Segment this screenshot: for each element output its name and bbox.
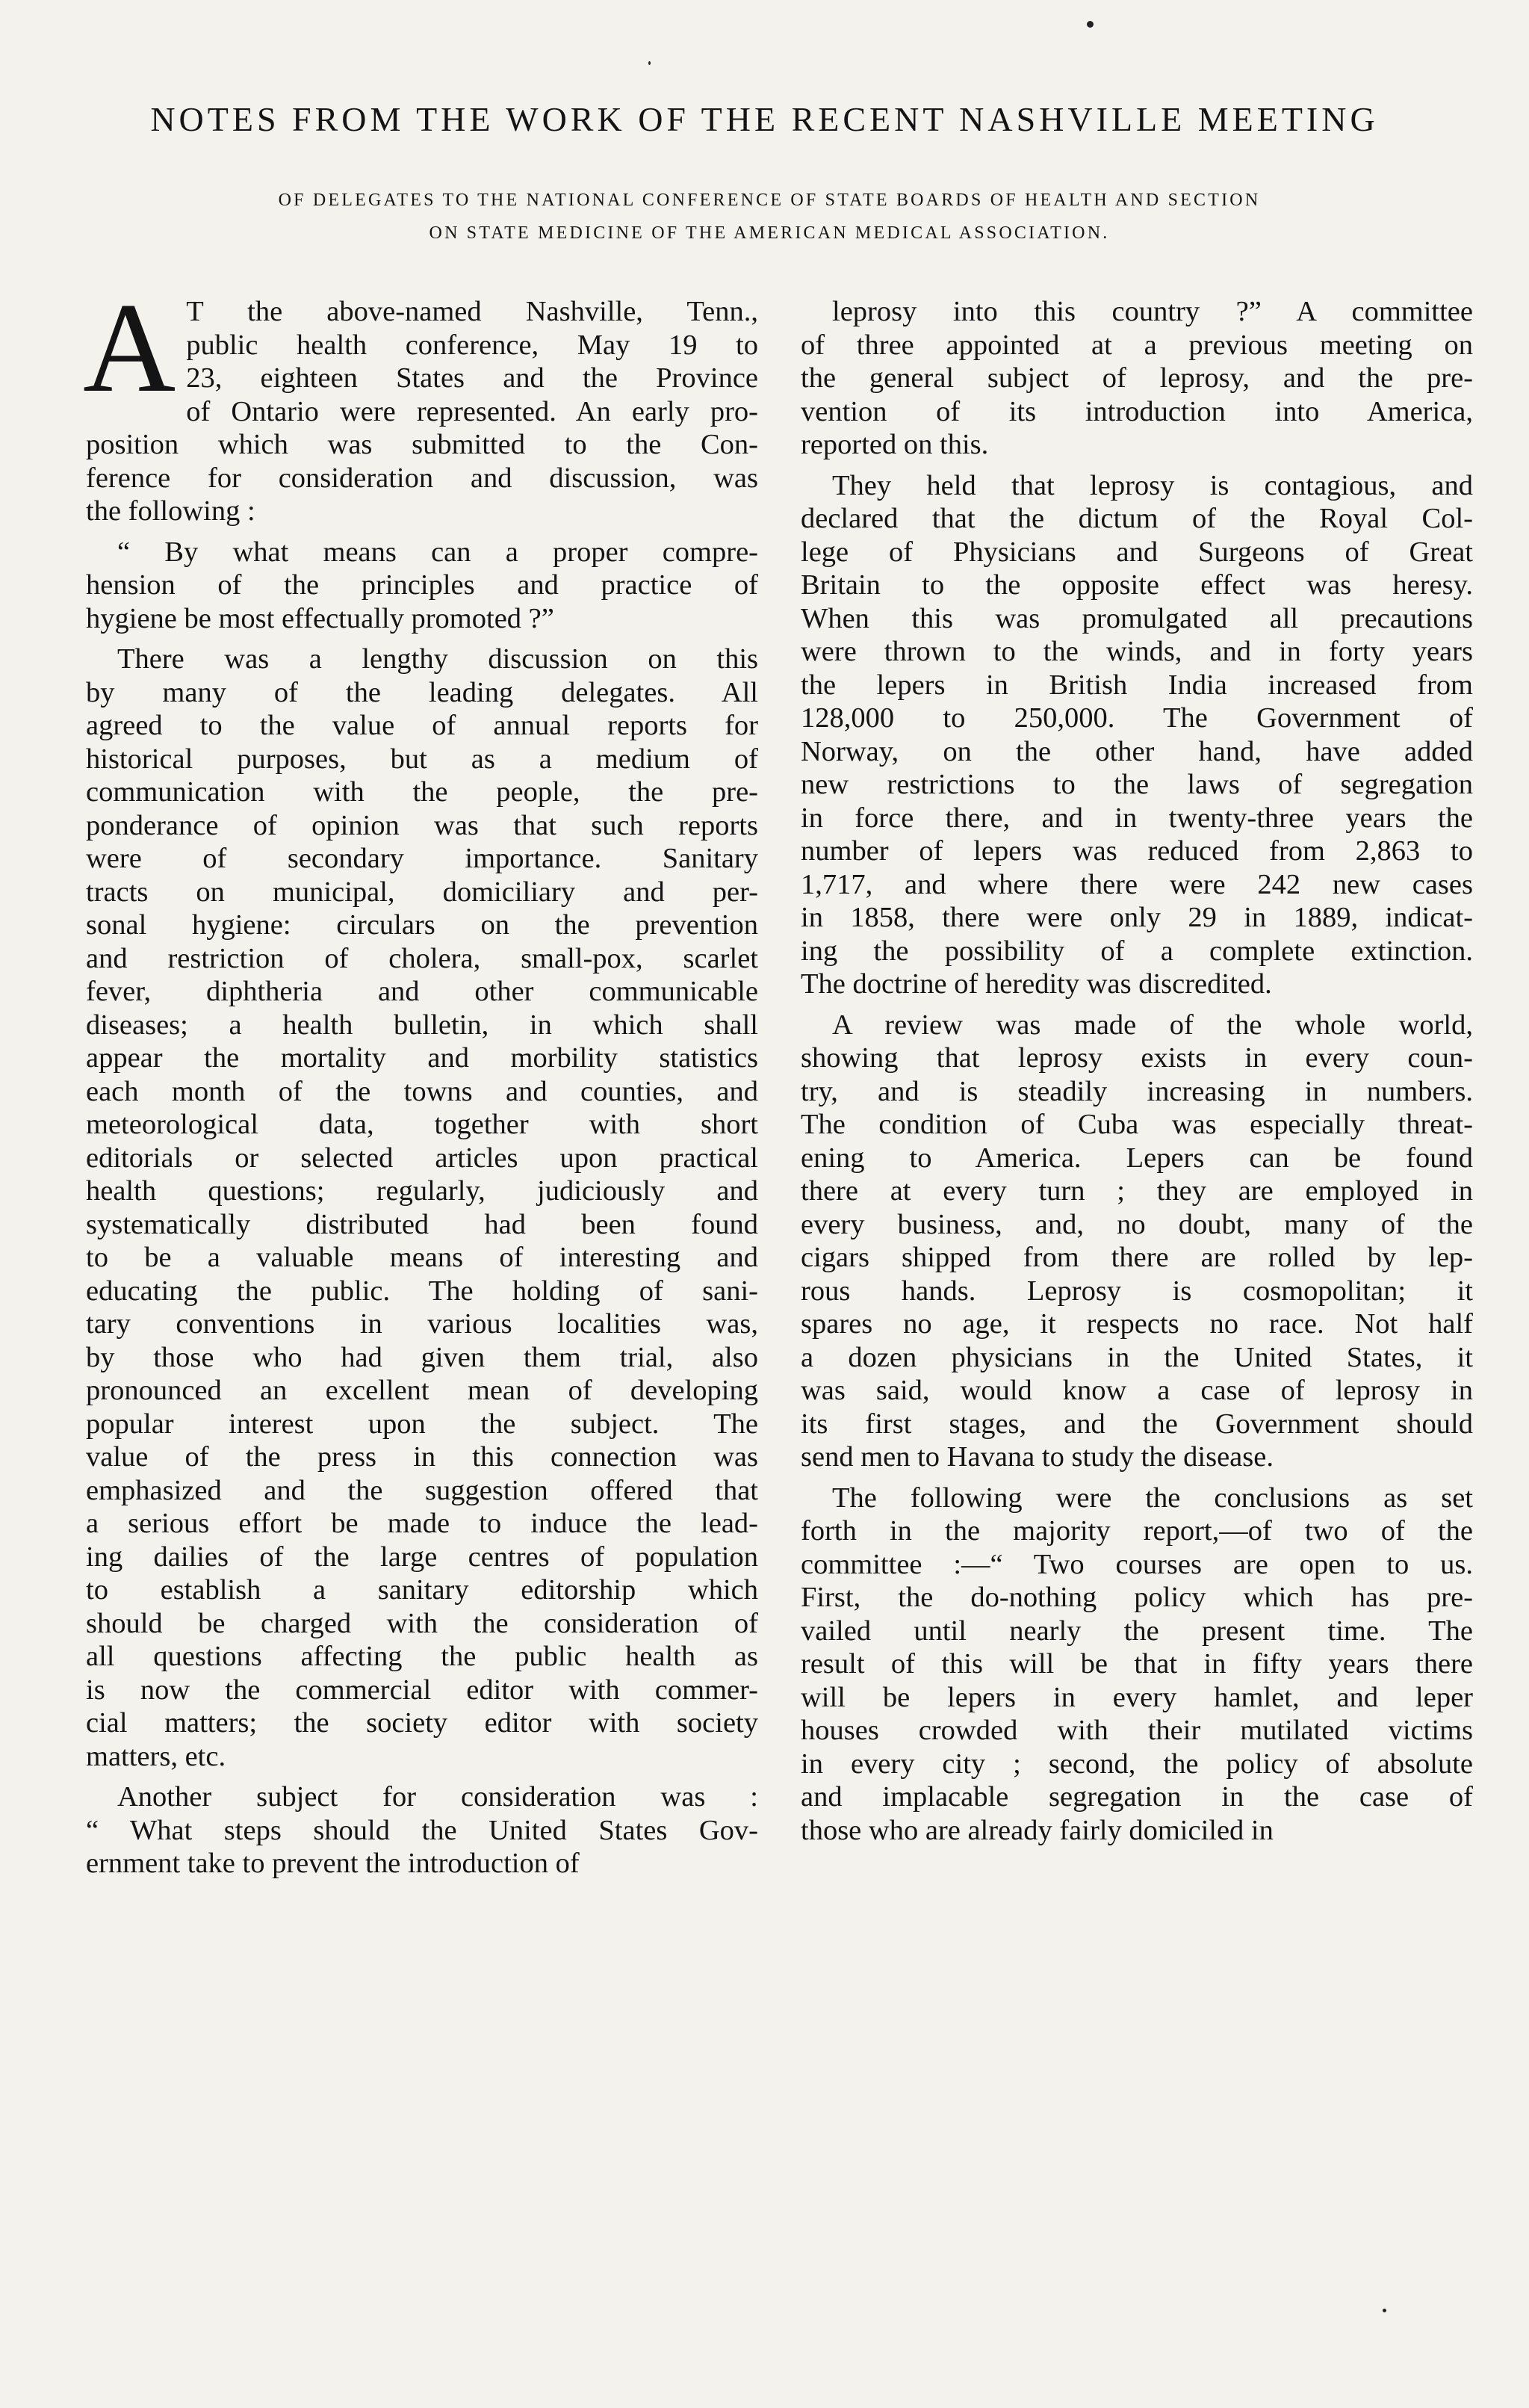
text-line: result of this will be that in fifty years there — [801, 1648, 1473, 1680]
text-line: in every city ; second, the policy of absolute — [801, 1748, 1473, 1780]
text-line: ernment take to prevent the introduction of — [86, 1848, 580, 1879]
text-line: Britain to the opposite effect was heresy. — [801, 569, 1473, 601]
text-line: fever, diphtheria and other communicable — [86, 976, 758, 1007]
text-line: tary conventions in various localities was, — [86, 1308, 758, 1340]
text-line: number of lepers was reduced from 2,863 to — [801, 835, 1473, 867]
text-line: Another subject for consideration was : — [117, 1781, 758, 1813]
text-line: systematically distributed had been found — [86, 1208, 758, 1240]
text-line: lege of Physicians and Surgeons of Great — [801, 536, 1473, 568]
text-line: should be charged with the consideration of — [86, 1607, 758, 1639]
text-line: A review was made of the whole world, — [832, 1009, 1473, 1041]
text-line: public health conference, May 19 to — [186, 329, 758, 361]
paragraph — [83, 277, 758, 528]
text-line: is now the commercial editor with commer- — [86, 1674, 758, 1706]
text-line: to establish a sanitary editorship which — [86, 1574, 758, 1606]
text-line: “ What steps should the United States Gov- — [86, 1814, 758, 1846]
text-line: Norway, on the other hand, have added — [801, 735, 1473, 767]
text-line: were thrown to the winds, and in forty years — [801, 636, 1473, 667]
ink-speck — [1087, 21, 1094, 28]
text-line: value of the press in this connection was — [86, 1441, 758, 1473]
text-line: all questions affecting the public health as — [86, 1641, 758, 1672]
text-line: educating the public. The holding of sani- — [86, 1275, 758, 1307]
text-line: forth in the majority report,—of two of the — [801, 1515, 1473, 1547]
text-line: in 1858, there were only 29 in 1889, indicat- — [801, 902, 1473, 933]
right-column — [801, 295, 1473, 1854]
text-line: will be lepers in every hamlet, and leper — [801, 1681, 1473, 1713]
text-line: health questions; regularly, judiciously and — [86, 1175, 758, 1207]
text-line: and implacable segregation in the case of — [801, 1781, 1473, 1813]
text-line: 23, eighteen States and the Province — [186, 362, 758, 394]
text-line: position which was submitted to the Con- — [86, 429, 758, 460]
text-line: The condition of Cuba was especially threat- — [801, 1109, 1473, 1140]
subtitle-line: ON STATE MEDICINE OF THE AMERICAN MEDICAL ASSOCIATION. — [429, 223, 1110, 243]
text-line: historical purposes, but as a medium of — [86, 743, 758, 775]
paragraph — [86, 643, 758, 1773]
text-line: those who are already fairly domiciled in — [801, 1814, 1274, 1846]
text-line: vailed until nearly the present time. The — [801, 1615, 1473, 1647]
subtitle-line: OF DELEGATES TO THE NATIONAL CONFERENCE OF STATE BOARDS OF HEALTH AND SECTION — [278, 191, 1261, 210]
ink-speck — [648, 61, 651, 65]
text-line: The following were the conclusions as set — [832, 1482, 1473, 1514]
text-line: cial matters; the society editor with society — [86, 1707, 758, 1739]
text-line: to be a valuable means of interesting and — [86, 1242, 758, 1273]
text-line: agreed to the value of annual reports for — [86, 710, 758, 741]
article-subtitle — [67, 184, 1471, 250]
text-line: by those who had given them trial, also — [86, 1341, 758, 1373]
text-line: and restriction of cholera, small-pox, scarlet — [86, 942, 758, 974]
text-line: the lepers in British India increased from — [801, 669, 1473, 701]
text-line: cigars shipped from there are rolled by lep- — [801, 1242, 1473, 1273]
text-line: 128,000 to 250,000. The Government of — [801, 702, 1473, 734]
text-line: were of secondary importance. Sanitary — [86, 843, 758, 874]
text-line: appear the mortality and morbility statistics — [86, 1042, 758, 1074]
text-line: houses crowded with their mutilated victims — [801, 1715, 1473, 1746]
text-line: of Ontario were represented. An early pro- — [186, 395, 758, 427]
text-line: The doctrine of heredity was discredited. — [801, 968, 1272, 1000]
text-line: its first stages, and the Government should — [801, 1408, 1473, 1440]
text-line: spares no age, it respects no race. Not half — [801, 1308, 1473, 1340]
text-line: committee :—“ Two courses are open to us. — [801, 1548, 1473, 1580]
text-line: ponderance of opinion was that such reports — [86, 809, 758, 841]
text-line: send men to Havana to study the disease. — [801, 1441, 1274, 1473]
text-line: T the above-named Nashville, Tenn., — [186, 296, 758, 327]
text-line: hension of the principles and practice of — [86, 569, 758, 601]
text-line: each month of the towns and counties, and — [86, 1075, 758, 1107]
left-column — [83, 277, 758, 1888]
text-line: showing that leprosy exists in every coun- — [801, 1042, 1473, 1074]
text-line: ference for consideration and discussion, was — [86, 462, 758, 494]
text-line: leprosy into this country ?” A committee — [832, 296, 1473, 327]
text-line: communication with the people, the pre- — [86, 776, 758, 808]
text-line: there at every turn ; they are employed in — [801, 1175, 1473, 1207]
paragraph — [801, 295, 1473, 462]
paragraph — [86, 536, 758, 636]
text-line: First, the do-nothing policy which has pre- — [801, 1582, 1473, 1613]
text-line: vention of its introduction into America, — [801, 395, 1473, 427]
text-line: tracts on municipal, domiciliary and per- — [86, 876, 758, 908]
text-line: sonal hygiene: circulars on the prevention — [86, 909, 758, 941]
text-line: ing dailies of the large centres of population — [86, 1541, 758, 1573]
text-line: “ By what means can a proper compre- — [117, 536, 758, 568]
text-line: a serious effort be made to induce the lead- — [86, 1508, 758, 1539]
text-line: the general subject of leprosy, and the pre- — [801, 362, 1473, 394]
text-line: new restrictions to the laws of segregation — [801, 769, 1473, 800]
text-line: hygiene be most effectually promoted ?” — [86, 602, 554, 634]
text-line: declared that the dictum of the Royal Col- — [801, 503, 1473, 534]
paragraph — [801, 1482, 1473, 1848]
text-line: by many of the leading delegates. All — [86, 676, 758, 708]
paragraph — [801, 1009, 1473, 1474]
text-line: emphasized and the suggestion offered that — [86, 1474, 758, 1506]
text-line: the following : — [86, 495, 255, 527]
drop-cap: A — [83, 277, 176, 419]
text-line: a dozen physicians in the United States, it — [801, 1341, 1473, 1373]
text-line: When this was promulgated all precautions — [801, 602, 1473, 634]
text-line: meteorological data, together with short — [86, 1109, 758, 1140]
text-line: ing the possibility of a complete extinction. — [801, 935, 1473, 967]
text-line: matters, etc. — [86, 1740, 226, 1772]
text-line: in force there, and in twenty-three years the — [801, 802, 1473, 834]
paragraph — [86, 1780, 758, 1881]
text-line: rous hands. Leprosy is cosmopolitan; it — [801, 1275, 1473, 1307]
text-line: try, and is steadily increasing in numbers. — [801, 1075, 1473, 1107]
paragraph — [801, 469, 1473, 1001]
text-line: ening to America. Lepers can be found — [801, 1142, 1473, 1174]
text-line: of three appointed at a previous meeting on — [801, 329, 1473, 361]
text-line: popular interest upon the subject. The — [86, 1408, 758, 1440]
text-line: diseases; a health bulletin, in which shall — [86, 1009, 758, 1041]
article-title: NOTES FROM THE WORK OF THE RECENT NASHVILLE MEETING — [150, 100, 1379, 138]
ink-speck — [1383, 2309, 1386, 2312]
text-line: every business, and, no doubt, many of the — [801, 1208, 1473, 1240]
text-line: They held that leprosy is contagious, and — [832, 469, 1473, 501]
text-line: 1,717, and where there were 242 new cases — [801, 868, 1473, 900]
text-line: reported on this. — [801, 429, 989, 460]
text-line: pronounced an excellent mean of developing — [86, 1375, 758, 1406]
text-line: was said, would know a case of leprosy in — [801, 1375, 1473, 1406]
text-line: editorials or selected articles upon practical — [86, 1142, 758, 1174]
text-line: There was a lengthy discussion on this — [117, 643, 758, 675]
